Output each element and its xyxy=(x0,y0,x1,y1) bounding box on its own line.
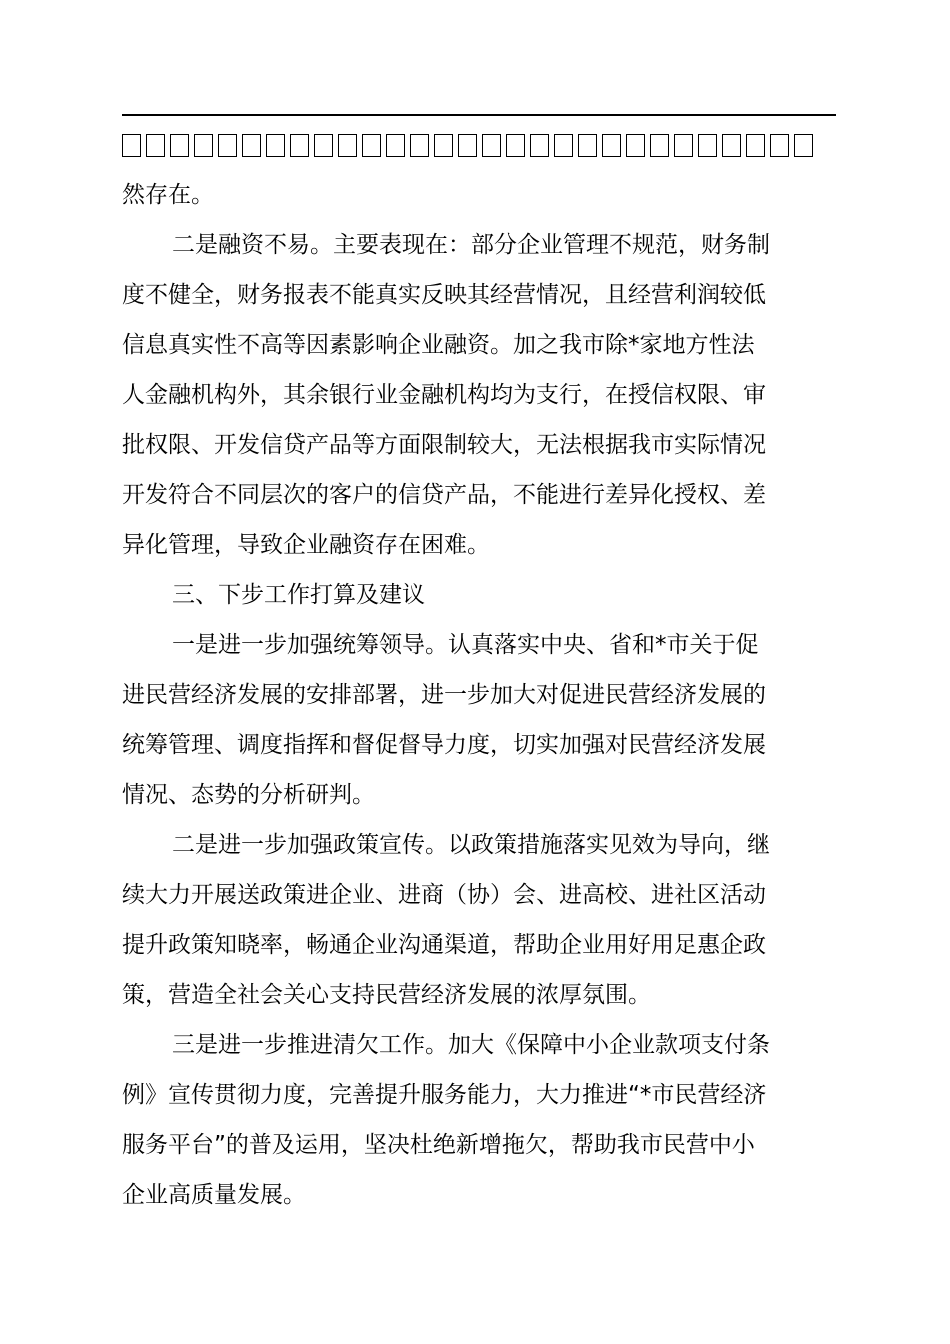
text-line-11: 进民营经济发展的安排部署，进一步加大对促进民营经济发展的 xyxy=(122,682,766,708)
text-line-12: 统筹管理、调度指挥和督促督导力度，切实加强对民营经济发展 xyxy=(122,732,766,758)
text-line-20: 服务平台”的普及运用，坚决杜绝新增拖欠，帮助我市民营中小 xyxy=(122,1132,755,1158)
text-line-8: 异化管理，导致企业融资存在困难。 xyxy=(122,532,490,558)
missing-glyph-box xyxy=(170,134,189,157)
missing-glyph-box xyxy=(434,134,453,157)
missing-glyph-box xyxy=(746,134,765,157)
missing-glyph-box xyxy=(410,134,429,157)
missing-glyph-box xyxy=(698,134,717,157)
text-line-15: 续大力开展送政策进企业、进商（协）会、进高校、进社区活动 xyxy=(122,882,766,908)
missing-glyph-box xyxy=(242,134,261,157)
text-line-21: 企业高质量发展。 xyxy=(122,1182,306,1208)
missing-glyph-box xyxy=(722,134,741,157)
missing-glyph-box xyxy=(506,134,525,157)
text-line-4: 信息真实性不高等因素影响企业融资。加之我市除*家地方性法 xyxy=(122,332,755,358)
missing-glyph-box xyxy=(194,134,213,157)
missing-glyph-box xyxy=(146,134,165,157)
missing-glyph-box xyxy=(650,134,669,157)
text-line-19: 例》宣传贯彻力度，完善提升服务能力，大力推进“*市民营经济 xyxy=(122,1082,767,1108)
missing-glyph-box xyxy=(290,134,309,157)
missing-glyph-line xyxy=(122,121,838,171)
paragraph-arrears-start: 三是进一步推进清欠工作。加大《保障中小企业款项支付条 xyxy=(172,1032,770,1058)
missing-glyph-box xyxy=(122,134,141,157)
text-line-3: 度不健全，财务报表不能真实反映其经营情况，且经营利润较低 xyxy=(122,282,766,308)
missing-glyph-box xyxy=(482,134,501,157)
text-line-1: 然存在。 xyxy=(122,182,214,208)
missing-glyph-box xyxy=(530,134,549,157)
paragraph-policy-start: 二是进一步加强政策宣传。以政策措施落实见效为导向，继 xyxy=(172,832,770,858)
missing-glyph-box xyxy=(218,134,237,157)
missing-glyph-box xyxy=(554,134,573,157)
text-line-16: 提升政策知晓率，畅通企业沟通渠道，帮助企业用好用足惠企政 xyxy=(122,932,766,958)
missing-glyph-box xyxy=(362,134,381,157)
missing-glyph-box xyxy=(578,134,597,157)
missing-glyph-box xyxy=(674,134,693,157)
text-line-13: 情况、态势的分析研判。 xyxy=(122,782,375,808)
missing-glyph-box xyxy=(770,134,789,157)
text-line-7: 开发符合不同层次的客户的信贷产品，不能进行差异化授权、差 xyxy=(122,482,766,508)
header-rule xyxy=(122,114,836,116)
section-heading: 三、下步工作打算及建议 xyxy=(172,582,425,608)
missing-glyph-box xyxy=(458,134,477,157)
missing-glyph-box xyxy=(602,134,621,157)
text-line-6: 批权限、开发信贷产品等方面限制较大，无法根据我市实际情况 xyxy=(122,432,766,458)
missing-glyph-box xyxy=(266,134,285,157)
text-line-17: 策，营造全社会关心支持民营经济发展的浓厚氛围。 xyxy=(122,982,651,1008)
missing-glyph-box xyxy=(338,134,357,157)
paragraph-coordination-start: 一是进一步加强统筹领导。认真落实中央、省和*市关于促 xyxy=(172,632,759,658)
missing-glyph-box xyxy=(626,134,645,157)
missing-glyph-box xyxy=(314,134,333,157)
missing-glyph-box xyxy=(386,134,405,157)
missing-glyph-box xyxy=(794,134,813,157)
text-line-5: 人金融机构外，其余银行业金融机构均为支行，在授信权限、审 xyxy=(122,382,766,408)
paragraph-financing-start: 二是融资不易。主要表现在：部分企业管理不规范，财务制 xyxy=(172,232,770,258)
